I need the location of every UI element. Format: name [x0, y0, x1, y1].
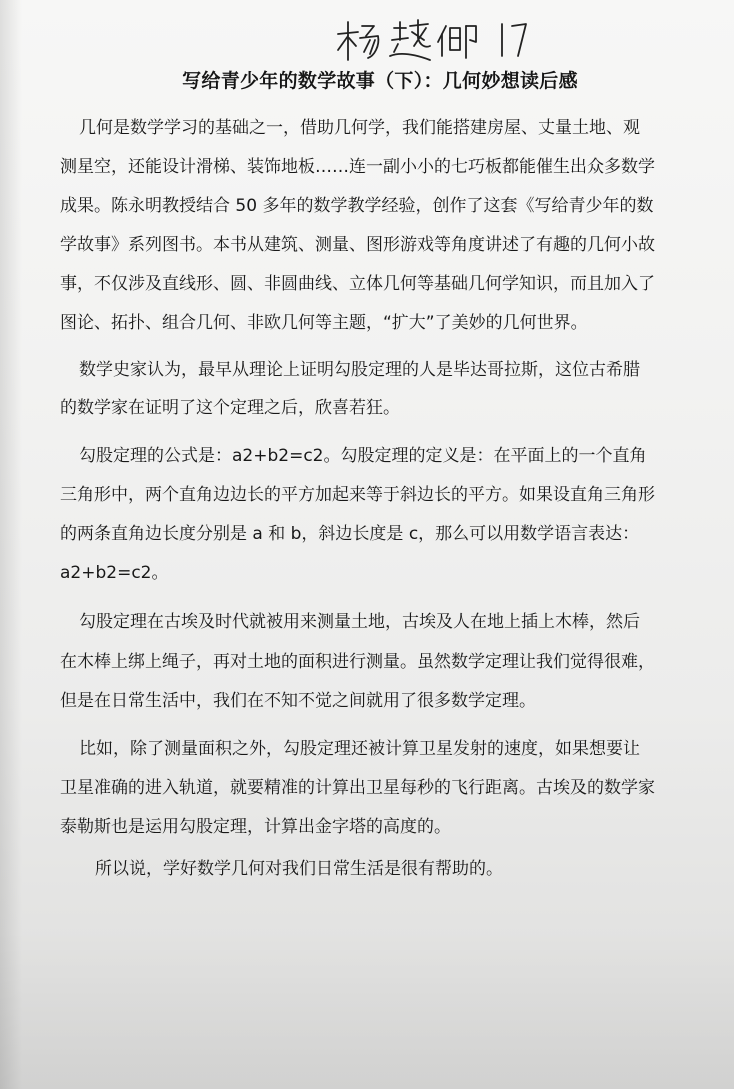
- page-edge-shadow: [0, 0, 22, 1089]
- paragraph-3-line-3: 的两条直角边长度分别是 a 和 b，斜边长度是 c，那么可以用数学语言表达：: [60, 524, 640, 544]
- paragraph-3-line-4: a2+b2=c2。: [60, 563, 169, 583]
- paragraph-3-line-2: 三角形中，两个直角边边长的平方加起来等于斜边长的平方。如果设直角三角形: [60, 485, 655, 505]
- essay-title: 写给青少年的数学故事（下）：几何妙想读后感: [182, 70, 578, 92]
- paragraph-5-line-3: 泰勒斯也是运用勾股定理，计算出金字塔的高度的。: [60, 817, 451, 837]
- paragraph-3-line-1: 勾股定理的公式是：a2+b2=c2。勾股定理的定义是：在平面上的一个直角: [79, 446, 647, 466]
- paragraph-1-line-1: 几何是数学学习的基础之一，借助几何学，我们能搭建房屋、丈量土地、观: [79, 118, 640, 138]
- paragraph-6-line-1: 所以说，学好数学几何对我们日常生活是很有帮助的。: [95, 859, 503, 879]
- paragraph-1-line-2: 测星空，还能设计滑梯、装饰地板……连一副小小的七巧板都能催生出众多数学: [60, 157, 655, 177]
- paragraph-4-line-2: 在木棒上绑上绳子，再对土地的面积进行测量。虽然数学定理让我们觉得很难，: [60, 652, 655, 672]
- paragraph-5-line-2: 卫星准确的进入轨道，就要精准的计算出卫星每秒的飞行距离。古埃及的数学家: [60, 778, 655, 798]
- paragraph-1-line-3: 成果。陈永明教授结合 50 多年的数学教学经验，创作了这套《写给青少年的数: [60, 196, 654, 216]
- handwritten-name-signature: [334, 16, 534, 64]
- paragraph-2-line-1: 数学史家认为，最早从理论上证明勾股定理的人是毕达哥拉斯，这位古希腊: [79, 360, 640, 380]
- paragraph-1-line-4: 学故事》系列图书。本书从建筑、测量、图形游戏等角度讲述了有趣的几何小故: [60, 235, 655, 255]
- paragraph-2-line-2: 的数学家在证明了这个定理之后，欣喜若狂。: [60, 398, 400, 418]
- page-bottom-shadow: [0, 929, 734, 1089]
- paragraph-5-line-1: 比如，除了测量面积之外，勾股定理还被计算卫星发射的速度，如果想要让: [79, 739, 640, 759]
- paragraph-1-line-5: 事，不仅涉及直线形、圆、非圆曲线、立体几何等基础几何学知识，而且加入了: [60, 274, 655, 294]
- paragraph-4-line-1: 勾股定理在古埃及时代就被用来测量土地，古埃及人在地上插上木棒，然后: [79, 612, 640, 632]
- paragraph-4-line-3: 但是在日常生活中，我们在不知不觉之间就用了很多数学定理。: [60, 691, 536, 711]
- paragraph-1-line-6: 图论、拓扑、组合几何、非欧几何等主题，“扩大”了美妙的几何世界。: [60, 313, 588, 333]
